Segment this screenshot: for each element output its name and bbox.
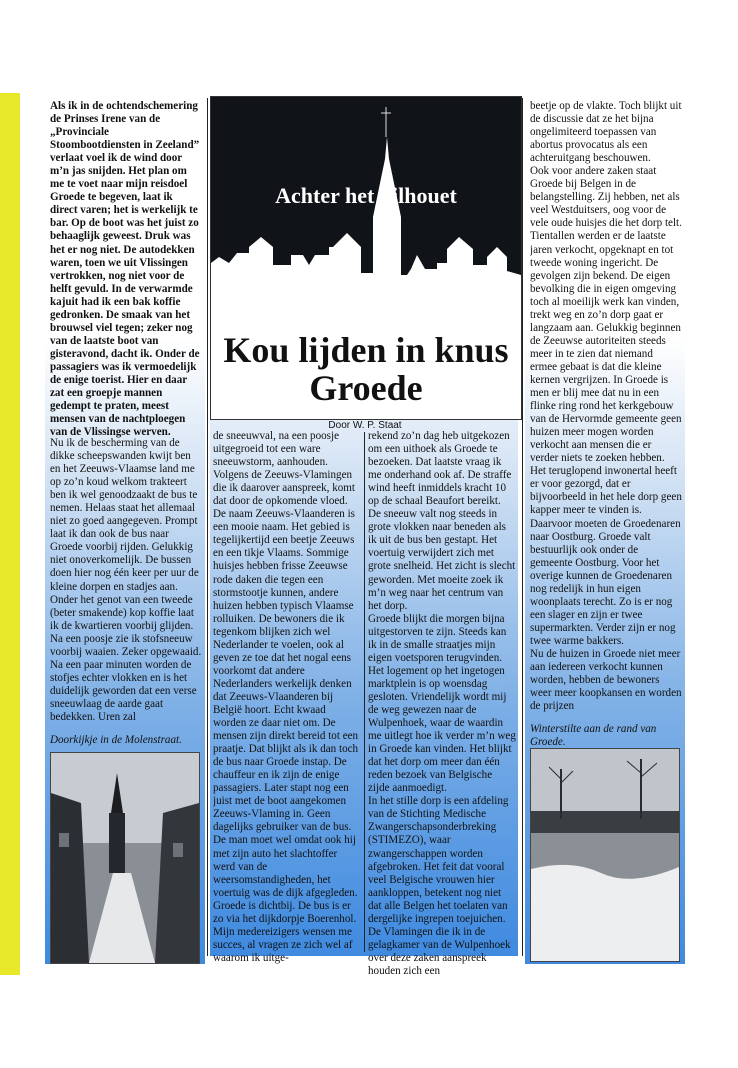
headline-box bbox=[210, 96, 522, 420]
column-rule bbox=[207, 98, 208, 956]
left-column-text bbox=[50, 437, 202, 747]
paragraph: de sneeuwval, na een poosje uitgegroeid tot een ware sneeuwstorm, aanhouden. Volgens de Zeeuws-Vlamingen die ik daarover aanspreek, komt dat door de opkomende vloed. bbox=[213, 430, 356, 508]
byline: Door W. P. Staat bbox=[328, 420, 402, 431]
article-headline: Kou lijden in knus Groede bbox=[223, 330, 509, 408]
paragraph: Het teruglopend inwonertal heeft er voor gezorgd, dat er bijvoorbeeld in het hele dorp geen kapper meer te vinden is. Daarvoor moeten de Groedenaren naar Oostburg. Groede valt bestuurlijk ook onder de gemeente Oostburg. Voor het overige kunnen de Groedenaren nog redelijk in hun eigen woonplaats terecht. Zo is er nog een slager en zijn er twee supermarkten. Verder zijn er nog twee warme bakkers. bbox=[530, 465, 682, 647]
column-rule bbox=[522, 98, 523, 956]
photo-caption: Doorkijkje in de Molenstraat. bbox=[50, 734, 182, 747]
column-rule bbox=[364, 432, 365, 952]
paragraph: In het stille dorp is een afdeling van de Stichting Medische Zwangerschapsonderbreking (STIMEZO), waar zwangerschappen worden afgebroken. Het feit dat vooral veel Belgische vrouwen hier aankloppen, betekent nog niet dat alle Belgen het toelaten van dergelijke ingrepen toejuichen. De Vlamingen die ik in de gelagkamer van de Wulpenhoek over deze zaken aanspreek houden zich een bbox=[368, 795, 511, 977]
paragraph: Ook voor andere zaken staat Groede bij Belgen in de belangstelling. Zij hebben, net als veel Westduitsers, oog voor de vele oude huisjes die het dorp telt. Tientallen werden er de laatste jaren verkocht, opgeknapt en tot tweede woning ingericht. De gevolgen zijn bekend. De eigen bevolking die in eigen omgeving toch al moeilijk werk kan vinden, trekt weg en zo’n dorp gaat er langzaam aan. Gelukkig beginnen de Zeeuwse autoriteiten steeds meer in te zien dat niemand ermee gebaat is dat die kleine kernen vergrijzen. In Groede is men er blij mee dat nu in een flinke ring rond het kerkgebouw van de Hervormde gemeente geen huizen meer mogen worden verkocht aan mensen die er verder niets te zoeken hebben. bbox=[530, 165, 682, 465]
left-column-intro bbox=[50, 100, 202, 439]
center-left-column-text bbox=[213, 430, 361, 965]
paragraph: Als ik in de ochtendschemering de Prinses Irene van de „Provinciale Stoombootdiensten in Zeeland” verlaat voel ik de wind door m’n jas snijden. Het plan om me te voet naar mijn reisdoel Groede te begeven, laat ik direct varen; het is werkelijk te bar. Op de boot was het juist zo behaaglijk geweest. Druk was het er nog niet. De autodekken waren, toen we uit Vlissingen vertrokken, nog niet voor de helft gevuld. In de verwarmde kajuit had ik een bak koffie gedronken. De smaak van het brouwsel viel tegen; zeker nog van de laatste boot van gisteravond, dacht ik. Onder de passagiers was ik vermoedelijk de enige toerist. Hier en daar zat een groepje mannen gedempt te praten, meest mensen van de nachtploegen van de Vlissingse werven. bbox=[50, 100, 200, 439]
center-right-column-text bbox=[368, 430, 516, 978]
photo-caption: Winterstilte aan de rand van Groede. bbox=[530, 723, 657, 749]
paragraph: De naam Zeeuws-Vlaanderen is een mooie naam. Het gebied is tegelijkertijd een beetje Zeeuws en een tikje Vlaams. Sommige huisjes hebben frisse Zeeuwse rode daken die tegen een stormstootje kunnen, andere huizen hebben typisch Vlaamse rolluiken. De bewoners die ik tegenkom blijken zich wel Nederlander te voelen, ook al geven ze toe dat het nogal eens voorkomt dat andere Nederlanders werkelijk denken dat Zeeuws-Vlaanderen bij België hoort. Echt kwaad worden ze daar niet om. De mensen zijn direkt bereid tot een praatje. Dat blijkt als ik dan toch de bus naar Groede instap. De chauffeur en ik zijn de enige passagiers. Later stapt nog een juist met de boot aangekomen Zeeuws-Vlaming in. Geen dagelijks gebruiker van de bus. De man moet wel omdat ook hij met zijn auto het slachtoffer werd van de weersomstandigheden, het voertuig was de dijk afgegleden. Groede is dichtbij. De bus is er zo via het dijkdorpje Boerenhol. Mijn medereizigers wensen me succes, al vragen ze zich wel af waarom ik uitge- bbox=[213, 508, 359, 964]
paragraph: rekend zo’n dag heb uitgekozen om een uithoek als Groede te bezoeken. Dat laatste vraag ik me onderhand ook af. De straffe wind heeft inmiddels kracht 10 op de schaal Beaufort bereikt. De sneeuw valt nog steeds in grote vlokken naar beneden als ik uit de bus ben gestapt. Het voertuig verwijdert zich met grote snelheid. Het zicht is slecht geworden. Met moeite zoek ik m’n weg naar het centrum van het dorp. bbox=[368, 430, 516, 612]
paragraph: Nu de huizen in Groede niet meer aan iedereen verkocht kunnen worden, hebben de bewoners weer meer koopkansen en worden de prijzen bbox=[530, 647, 682, 713]
church-silhouette-illustration bbox=[211, 97, 521, 327]
paragraph: Nu ik de bescherming van de dikke scheepswanden kwijt ben en het Zeeuws-Vlaamse land me op zo’n koud welkom trakteert ben ik wel genoodzaakt de bus te nemen. Helaas staat het allemaal niet zo goed aangegeven. Prompt laat ik dan ook de bus naar Groede voorbij rijden. Gelukkig niet onoverkomelijk. De bussen doen hier nog één keer per uur de kleine dorpen en stadjes aan. Onder het genot van een tweede (beter smakende) kop koffie laat ik de kwartieren voorbij glijden. Na een poosje zie ik stofsneeuw voorbij waaien. Zeker opgewaaid. Na een paar minuten worden de stofjes echter vlokken en is het duidelijk geworden dat een verse sneeuwlaag de aarde gaat bedekken. Uren zal bbox=[50, 437, 202, 723]
paragraph: beetje op de vlakte. Toch blijkt uit de discussie dat ze het bijna ongelimiteerd toepassen van abortus provocatus als een achteruitgang beschouwen. bbox=[530, 100, 682, 165]
right-column-text bbox=[530, 100, 682, 749]
photo-winter-edge-of-groede bbox=[530, 748, 680, 962]
section-kicker: Achter het Silhouet bbox=[275, 183, 457, 208]
paragraph: Groede blijkt die morgen bijna uitgestorven te zijn. Steeds kan ik in de smalle straatjes mijn eigen voetsporen terugvinden. Het logement op het ingetogen marktplein is op woensdag gesloten. Vriendelijk wordt mij de weg gewezen naar de Wulpenhoek, waar de waardin me uitlegt hoe ik verder m’n weg in Groede kan vinden. Het blijkt dat het dorp om meer dan één reden bezoek van Belgische zijde aanmoedigt. bbox=[368, 612, 516, 795]
photo-molenstraat bbox=[50, 752, 200, 964]
yellow-margin-strip bbox=[0, 93, 20, 975]
